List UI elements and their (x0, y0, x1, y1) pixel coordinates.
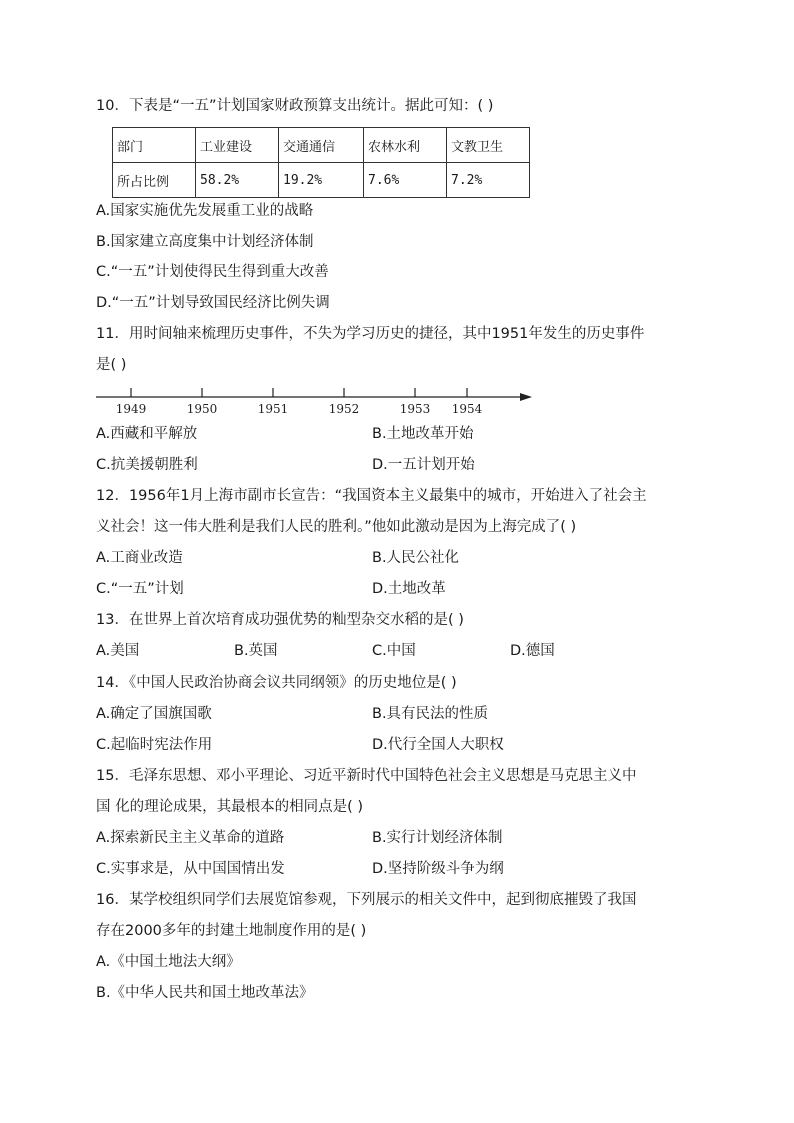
q14-stem: 14．《中国人民政治协商会议共同纲领》的历史地位是( ) (96, 675, 457, 691)
q15-option-d: D.坚持阶级斗争为纲 (372, 861, 504, 877)
q13-option-b: B.英国 (234, 643, 278, 659)
table-header-cell: 工业建设 (196, 128, 279, 163)
q13-option-d: D.德国 (510, 643, 555, 659)
q11-option-b: B.土地改革开始 (372, 426, 474, 442)
table-header-cell: 交通通信 (279, 128, 364, 163)
q15-stem-line1: 15．毛泽东思想、邓小平理论、习近平新时代中国特色社会主义思想是马克思主义中 (96, 768, 637, 784)
timeline-year-label: 1951 (257, 402, 289, 416)
table-cell: 58.2% (196, 163, 279, 198)
q11-option-d: D.一五计划开始 (372, 457, 475, 473)
q14-option-b: B.具有民法的性质 (372, 706, 489, 722)
q11-option-a: A.西藏和平解放 (96, 426, 198, 442)
q12-stem-line1: 12．1956年1月上海市副市长宣告：“我国资本主义最集中的城市，开始进入了社会主 (96, 488, 647, 504)
q10-stem: 10．下表是“一五”计划国家财政预算支出统计。据此可知：( ) (96, 98, 494, 114)
timeline-year-label: 1949 (115, 402, 147, 416)
q15-stem-line2: 国 化的理论成果，其最根本的相同点是( ) (96, 799, 364, 815)
q13-option-a: A.美国 (96, 643, 140, 659)
q15-option-c: C.实事求是，从中国国情出发 (96, 861, 285, 877)
q10-option-d: D.“一五”计划导致国民经济比例失调 (96, 295, 330, 311)
table-cell: 所占比例 (113, 163, 196, 198)
table-header-cell: 农林水利 (364, 128, 447, 163)
q12-option-b: B.人民公社化 (372, 550, 460, 566)
q10-option-a: A.国家实施优先发展重工业的战略 (96, 203, 314, 219)
q11-stem-line2: 是( ) (96, 357, 127, 373)
q12-stem-line2: 义社会！这一伟大胜利是我们人民的胜利。”他如此激动是因为上海完成了( ) (96, 519, 577, 535)
q13-stem: 13．在世界上首次培育成功强优势的籼型杂交水稻的是( ) (96, 612, 464, 628)
timeline-year-label: 1953 (399, 402, 431, 416)
table-header-cell: 文教卫生 (447, 128, 530, 163)
table-row (113, 163, 530, 198)
q14-option-d: D.代行全国人大职权 (372, 737, 504, 753)
q13-option-c: C.中国 (372, 643, 416, 659)
q12-option-a: A.工商业改造 (96, 550, 183, 566)
q12-option-d: D.土地改革 (372, 581, 446, 597)
timeline-year-label: 1950 (186, 402, 218, 416)
q15-option-a: A.探索新民主主义革命的道路 (96, 830, 285, 846)
q16-option-a: A.《中国土地法大纲》 (96, 954, 241, 970)
q11-stem-line1: 11．用时间轴来梳理历史事件，不失为学习历史的捷径，其中1951年发生的历史事件 (96, 326, 645, 342)
table-cell: 7.2% (447, 163, 530, 198)
q16-stem-line1: 16．某学校组织同学们去展览馆参观，下列展示的相关文件中，起到彻底摧毁了我国 (96, 892, 637, 908)
q10-option-c: C.“一五”计划使得民生得到重大改善 (96, 264, 329, 280)
q14-option-a: A.确定了国旗国歌 (96, 706, 212, 722)
timeline-arrow (520, 393, 532, 401)
table-row (113, 128, 530, 163)
table-header-cell: 部门 (113, 128, 196, 163)
timeline-year-label: 1954 (451, 402, 483, 416)
budget-table (112, 127, 530, 198)
q16-stem-line2: 存在2000多年的封建土地制度作用的是( ) (96, 923, 367, 939)
table-cell: 7.6% (364, 163, 447, 198)
q10-option-b: B.国家建立高度集中计划经济体制 (96, 234, 314, 250)
q15-option-b: B.实行计划经济体制 (372, 830, 503, 846)
q12-option-c: C.“一五”计划 (96, 581, 184, 597)
q16-option-b: B.《中华人民共和国土地改革法》 (96, 985, 314, 1001)
q11-option-c: C.抗美援朝胜利 (96, 457, 198, 473)
timeline (90, 380, 540, 420)
table-cell: 19.2% (279, 163, 364, 198)
q14-option-c: C.起临时宪法作用 (96, 737, 213, 753)
timeline-year-label: 1952 (328, 402, 360, 416)
